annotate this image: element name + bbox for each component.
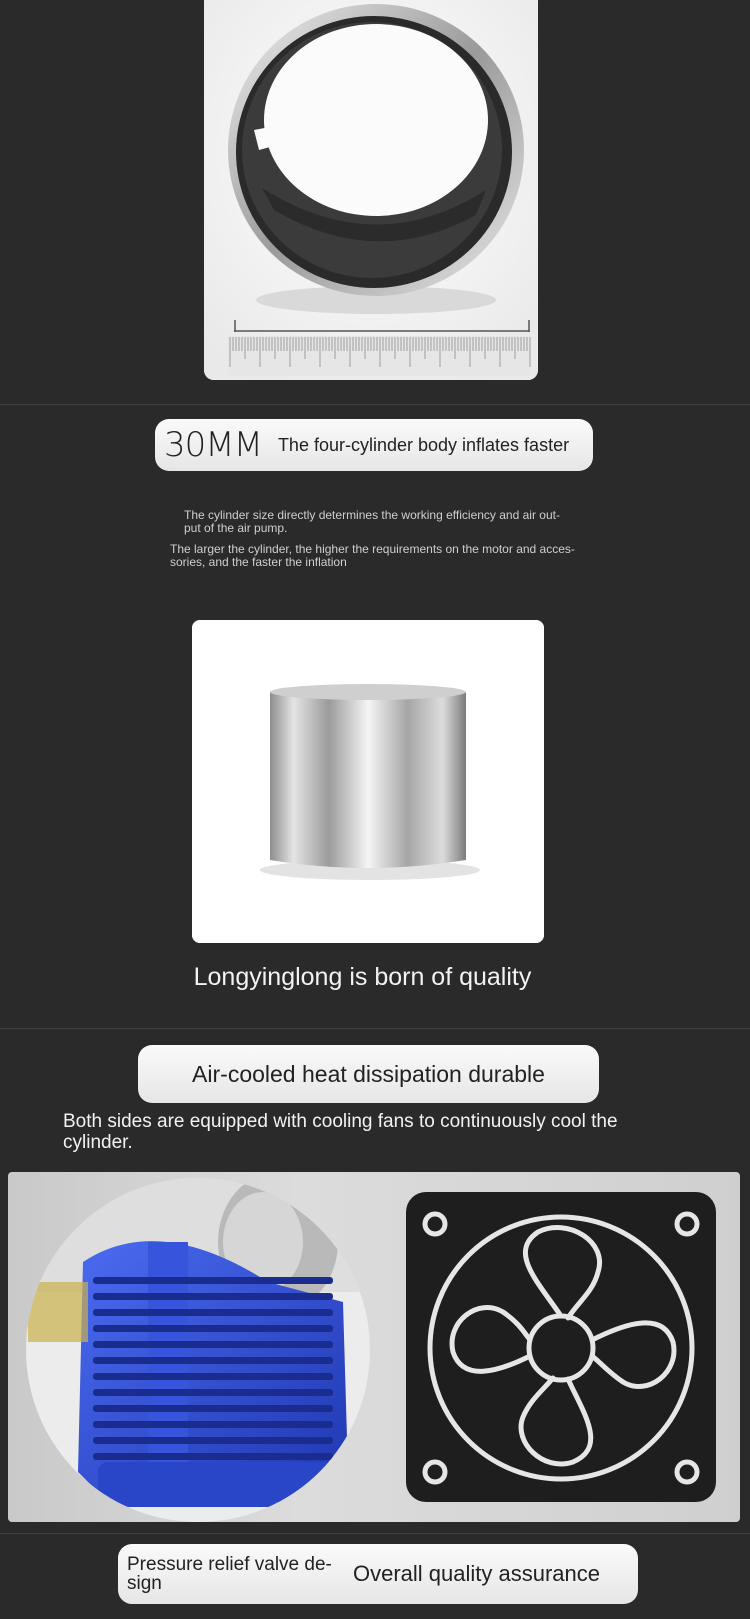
cylinder-size-label: 30MM: [164, 425, 262, 465]
features-badge: [118, 1544, 638, 1604]
section-divider: [0, 1028, 750, 1029]
cooling-illustration: [8, 1172, 740, 1522]
cylinder-size-badge: [155, 419, 593, 471]
fan-icon: [406, 1192, 716, 1502]
cooling-description: Both sides are equipped with cooling fans to continuously cool the cylinder.: [63, 1111, 618, 1153]
section-divider: [0, 1533, 750, 1534]
quality-caption: Longyinglong is born of quality: [193, 963, 532, 991]
cylinder-note-2: The larger the cylinder, the higher the requirements on the motor and acces- sories, and the faster the inflation: [170, 542, 575, 569]
cylinder-sleeve-photo: [192, 620, 544, 943]
cooling-title-badge: [138, 1045, 599, 1103]
cooling-title: Air-cooled heat dissipation durable: [192, 1060, 545, 1087]
quality-assurance-label: Overall quality assurance: [353, 1561, 601, 1586]
cylinder-note-1: The cylinder size directly determines the working efficiency and air out- put of the air pump.: [184, 508, 560, 535]
cylinder-ring-photo: [204, 0, 538, 380]
pressure-relief-label: Pressure relief valve de- sign: [127, 1554, 332, 1594]
section-divider: [0, 404, 750, 405]
cylinder-headline: The four-cylinder body inflates faster: [277, 434, 570, 455]
